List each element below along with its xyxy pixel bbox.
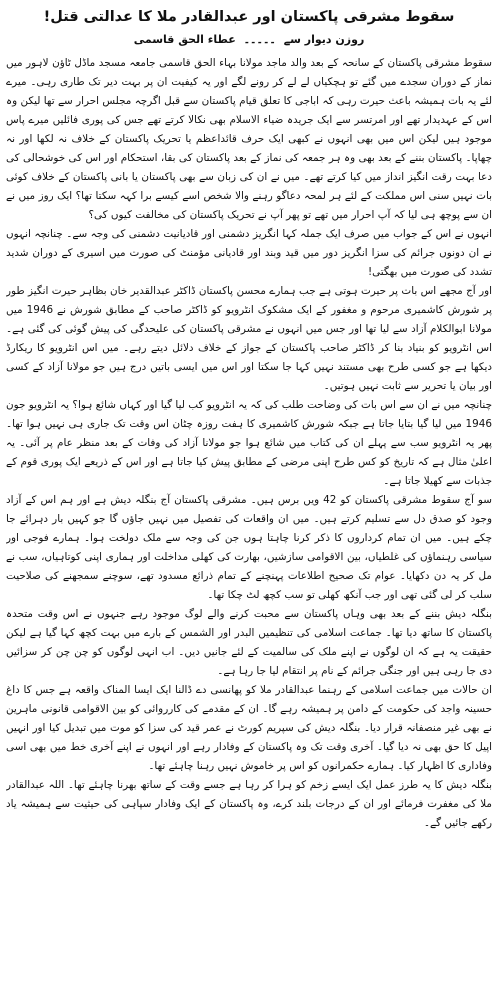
paragraph: ان حالات میں جماعت اسلامی کے رہنما عبدالقادر ملا کو پھانسی دے ڈالنا ایک ایسا المناک واقعہ ہے جس کا داغ حسینہ واجد کی حکومت کے دامن پر ہمیشہ رہے گا۔ ان کے مقدمے کی کارروائی کو بین الاقوامی قانونی ماہرین نے بھی غیر منصفانہ قرار دیا۔ بنگلہ دیش کی سپریم کورٹ نے عمر قید کی سزا کو موت میں تبدیل کیا اور انہیں اپیل کا حق بھی نہ دیا گیا۔ آخری وقت تک وہ پاکستان کے وفادار رہے اور انہوں نے اپنے آخری خط میں بھی اسی وفاداری کا اظہار کیا۔ ہمارے حکمرانوں کو اس پر خاموش نہیں رہنا چاہئے تھا۔ [6,684,492,772]
paragraph: انہوں نے اس کے جواب میں صرف ایک جملہ کہا انگریز دشمنی اور قادیانیت دشمنی کی وجہ سے۔ چنانچہ انہوں نے ان دونوں جرائم کی سزا انگریز دور میں قید وبند اور قادیانی مؤمنٹ کی صورت میں اسیری کے دوران شدید تشدد کی صورت میں بھگتی! [6,228,492,278]
column-name: روزن دیوار سے [283,33,365,46]
byline-separator: ۔۔۔۔۔ [243,33,276,46]
paragraph: بنگلہ دیش کا یہ طرز عمل ایک ایسے زخم کو ہرا کر رہا ہے جسے وقت کے ساتھ بھرنا چاہئے تھا۔ اللہ عبدالقادر ملا کی مغفرت فرمائے اور ان کے درجات بلند کرے، وہ پاکستان کے ایک وفادار سپاہی کی حیثیت سے ہمیشہ یاد رکھے جائیں گے۔ [6,779,492,829]
byline [6,30,492,50]
article-body [6,54,492,833]
paragraph: سقوط مشرقی پاکستان کے سانحہ کے بعد والد ماجد مولانا بہاء الحق قاسمی جامعہ مسجد ماڈل ٹاؤن لاہور میں نماز کے دوران سجدے میں گئے تو ہچکیاں لے لے کر رونے لگے اور یہ کیفیت ان پر بہت دیر تک طاری رہی۔ میرے لئے یہ بات ہمیشہ باعث حیرت رہی کہ اباجی کا تعلق قیام پاکستان سے قبل اگرچہ مجلس احرار سے تھا لیکن وہ اس کے عہدیدار تھے اور امرتسر سے ایک جریدہ ضیاء الاسلام بھی نکالا کرتے تھے جس کی پوری فائلیں میرے پاس موجود ہیں لیکن اس میں بھی انہوں نے کبھی ایک حرف قائداعظم یا تحریک پاکستان کے خلاف نہ لکھا اور نہ چھاپا۔ پاکستان بننے کے بعد بھی وہ ہر جمعہ کی نماز کے بعد پاکستان کی بقا، استحکام اور اس کی خوشحالی کی دعا بہت رقت انگیز انداز میں کیا کرتے تھے۔ میں نے ان کی زبان سے بھی پاکستان یا بانی پاکستان کے خلاف کوئی بات نہیں سنی اس مملکت کے لئے ہر لمحہ دعاگو رہنے والا شخص اسے کیسے برا کہہ سکتا تھا؟ ایک روز میں نے ان سے پوچھ ہی لیا کہ آپ احرار میں تھے تو پھر آپ نے تحریک پاکستان کی مخالفت کیوں کی؟ [6,57,492,221]
paragraph: سو آج سقوط مشرقی پاکستان کو 42 ویں برس ہیں۔ مشرقی پاکستان آج بنگلہ دیش ہے اور ہم اس کے آزاد وجود کو صدق دل سے تسلیم کرتے ہیں۔ میں ان واقعات کی تفصیل میں نہیں جاؤں گا جو کہیں بار دہرائے جا چکے ہیں۔ میں ان تمام کرداروں کا ذکر کرنا چاہتا ہوں جن کی وجہ سے ملک دولخت ہوا۔ ہمارے فوجی اور سیاسی رہنماؤں کی غلطیاں، بین الاقوامی سازشیں، بھارت کی کھلی مداخلت اور ہماری اپنی کوتاہیاں، سب نے مل کر یہ دن دکھایا۔ عوام تک صحیح اطلاعات پہنچنے کے تمام ذرائع مسدود تھے، سوچنے سمجھنے کی صلاحیت سلب کر لی گئی تھی اور جب آنکھ کھلی تو سب کچھ لٹ چکا تھا۔ [6,494,492,601]
author-name: عطاء الحق قاسمی [133,33,236,46]
article-title: سقوط مشرقی پاکستان اور عبدالقادر ملا کا عدالتی قتل! [43,9,455,25]
paragraph: بنگلہ دیش بننے کے بعد بھی وہاں پاکستان سے محبت کرنے والے لوگ موجود رہے جنہوں نے اس وقت متحدہ پاکستان کا ساتھ دیا تھا۔ جماعت اسلامی کی تنظیمیں البدر اور الشمس کے بارے میں بہت کچھ کہا گیا ہے لیکن حقیقت یہ ہے کہ ان لوگوں نے اپنے ملک کی سالمیت کے لئے جانیں دیں۔ اب انہی لوگوں کو چن چن کر سزائیں دی جا رہی ہیں اور جنگی جرائم کے نام پر انتقام لیا جا رہا ہے۔ [6,608,492,677]
paragraph: چنانچہ میں نے ان سے اس بات کی وضاحت طلب کی کہ یہ انٹرویو کب لیا گیا اور کہاں شائع ہوا؟ یہ انٹرویو جون 1946 میں لیا گیا بتایا جاتا ہے جبکہ شورش کاشمیری کا ہفت روزہ چٹان اس وقت تک جاری ہی نہیں ہوا تھا۔ پھر یہ انٹرویو سب سے پہلے ان کی کتاب میں شائع ہوا جو مولانا آزاد کی وفات کے بعد منظر عام پر آئی۔ یہ اعلیٰ مثال ہے کہ تاریخ کو کس طرح اپنی مرضی کے مطابق پیش کیا جاتا ہے اور اس کے ذریعے ایک پوری قوم کے جذبات سے کھیلا جاتا ہے۔ [6,399,492,487]
paragraph: اور آج مجھے اس بات پر حیرت ہوتی ہے جب ہمارے محسن پاکستان ڈاکٹر عبدالقدیر خان بظاہر حیرت انگیز طور پر شورش کاشمیری مرحوم و مغفور کے ایک مشکوک انٹرویو کو ڈاکٹر صاحب کے مطابق شورش نے 1946 میں مولانا ابوالکلام آزاد سے لیا تھا اور جس میں انہوں نے مشرقی پاکستان کی علیحدگی کی پیش گوئی کی گئی ہے۔ اس انٹرویو کو بنیاد بنا کر ڈاکٹر صاحب پاکستان کے جواز کے خلاف دلائل دیتے رہے۔ میں اس انٹرویو کا ریکارڈ دیکھا ہے جو کسی طرح بھی مستند نہیں کہا جا سکتا اور اس میں ایسی باتیں درج ہیں جو مولانا آزاد کے کسی اور بیان یا تحریر سے ثابت نہیں ہوتیں۔ [6,285,492,392]
newspaper-column [6,4,492,973]
